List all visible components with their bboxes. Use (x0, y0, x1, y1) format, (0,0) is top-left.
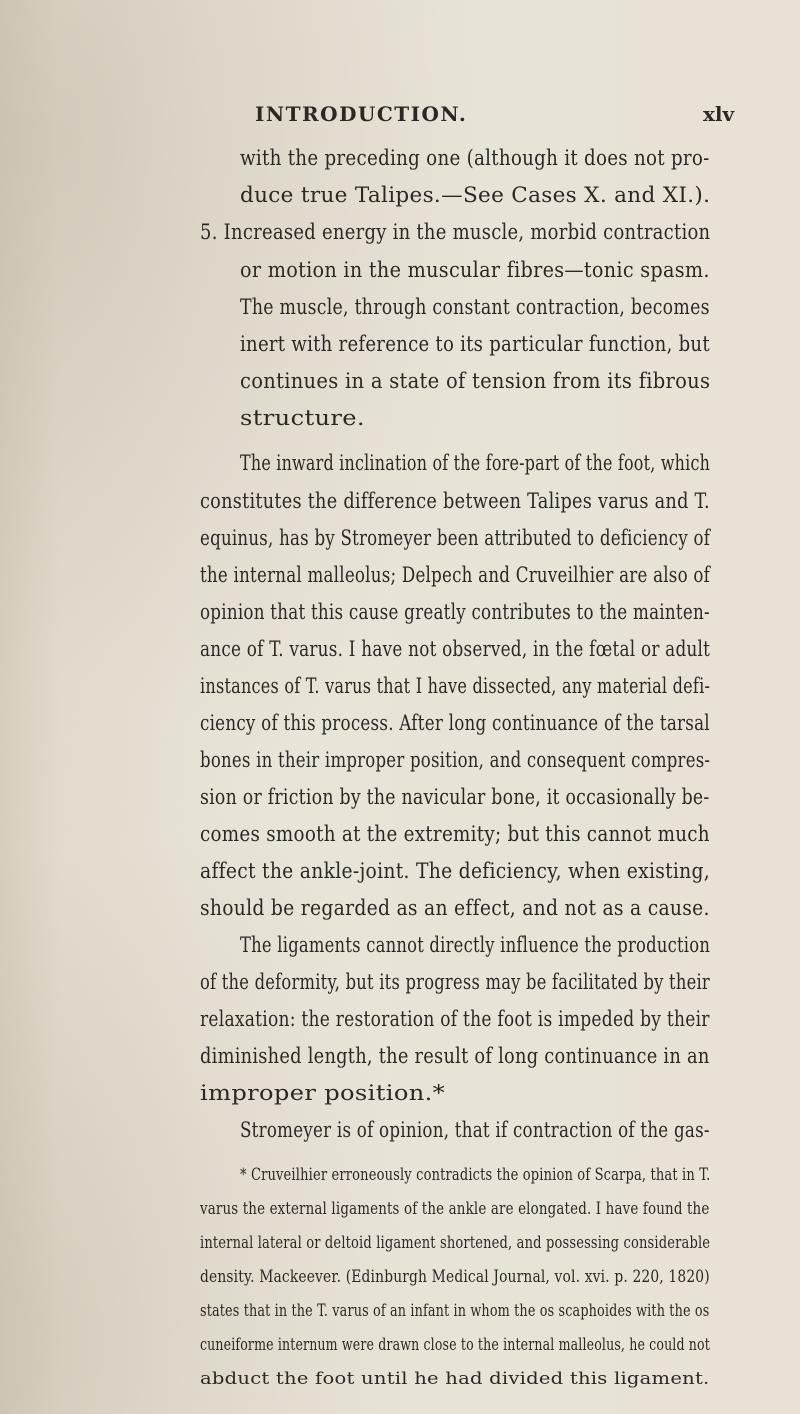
text-line: The ligaments cannot directly influence the production (240, 933, 711, 957)
text-line: comes smooth at the extremity; but this cannot much (200, 822, 710, 846)
footnote-line: varus the external ligaments of the ankle are elongated. I have found the (200, 1199, 710, 1219)
text-line: continues in a state of tension from its fibrous (240, 369, 711, 393)
text-line: ance of T. varus. I have not observed, in the fœtal or adult (200, 637, 711, 661)
text-line: bones in their improper position, and consequent compres- (200, 748, 711, 772)
text-line: relaxation: the restoration of the foot is impeded by their (200, 1007, 710, 1031)
running-head: INTRODUCTION. (255, 102, 468, 126)
text-line: Stromeyer is of opinion, that if contraction of the gas- (240, 1118, 710, 1142)
text-line: 5. Increased energy in the muscle, morbid contraction (200, 220, 711, 244)
page-header (0, 102, 800, 132)
text-line: ciency of this process. After long continuance of the tarsal (200, 711, 710, 735)
text-line: equinus, has by Stromeyer been attributed to deficiency of (200, 526, 711, 550)
text-line: inert with reference to its particular function, but (240, 332, 710, 356)
text-line: sion or friction by the navicular bone, it occasionally be- (200, 785, 710, 809)
text-line: structure. (240, 406, 365, 430)
text-line: of the deformity, but its progress may be facilitated by their (200, 970, 710, 994)
text-line: The inward inclination of the fore-part of the foot, which (240, 451, 711, 475)
text-line: constitutes the difference between Talipes varus and T. (200, 489, 710, 513)
text-line: instances of T. varus that I have dissected, any material defi- (200, 674, 711, 698)
text-line: or motion in the muscular fibres—tonic spasm. (240, 258, 710, 282)
footnote-line: abduct the foot until he had divided this ligament. (200, 1369, 710, 1389)
text-line: opinion that this cause greatly contributes to the mainten- (200, 600, 710, 624)
text-line: improper position.* (200, 1081, 446, 1105)
footnote-line: states that in the T. varus of an infant in whom the os scaphoides with the os (200, 1301, 710, 1321)
text-line: diminished length, the result of long continuance in an (200, 1044, 710, 1068)
footnote-line: * Cruveilhier erroneously contradicts the opinion of Scarpa, that in T. (240, 1165, 711, 1185)
footnote-line: internal lateral or deltoid ligament shortened, and possessing considerable (200, 1233, 711, 1253)
text-line: should be regarded as an effect, and not as a cause. (200, 896, 710, 920)
footnote-line: density. Mackeever. (Edinburgh Medical Journal, vol. xvi. p. 220, 1820) (200, 1267, 710, 1287)
text-line: affect the ankle-joint. The deficiency, when existing, (200, 859, 711, 883)
text-line: the internal malleolus; Delpech and Cruveilhier are also of (200, 563, 711, 587)
text-line: with the preceding one (although it does not pro- (240, 146, 710, 170)
page-number: xlv (703, 102, 735, 126)
text-line: The muscle, through constant contraction, becomes (240, 295, 710, 319)
text-line: duce true Talipes.—See Cases X. and XI.). (240, 183, 711, 207)
footnote-line: cuneiforme internum were drawn close to the internal malleolus, he could not (200, 1335, 710, 1355)
